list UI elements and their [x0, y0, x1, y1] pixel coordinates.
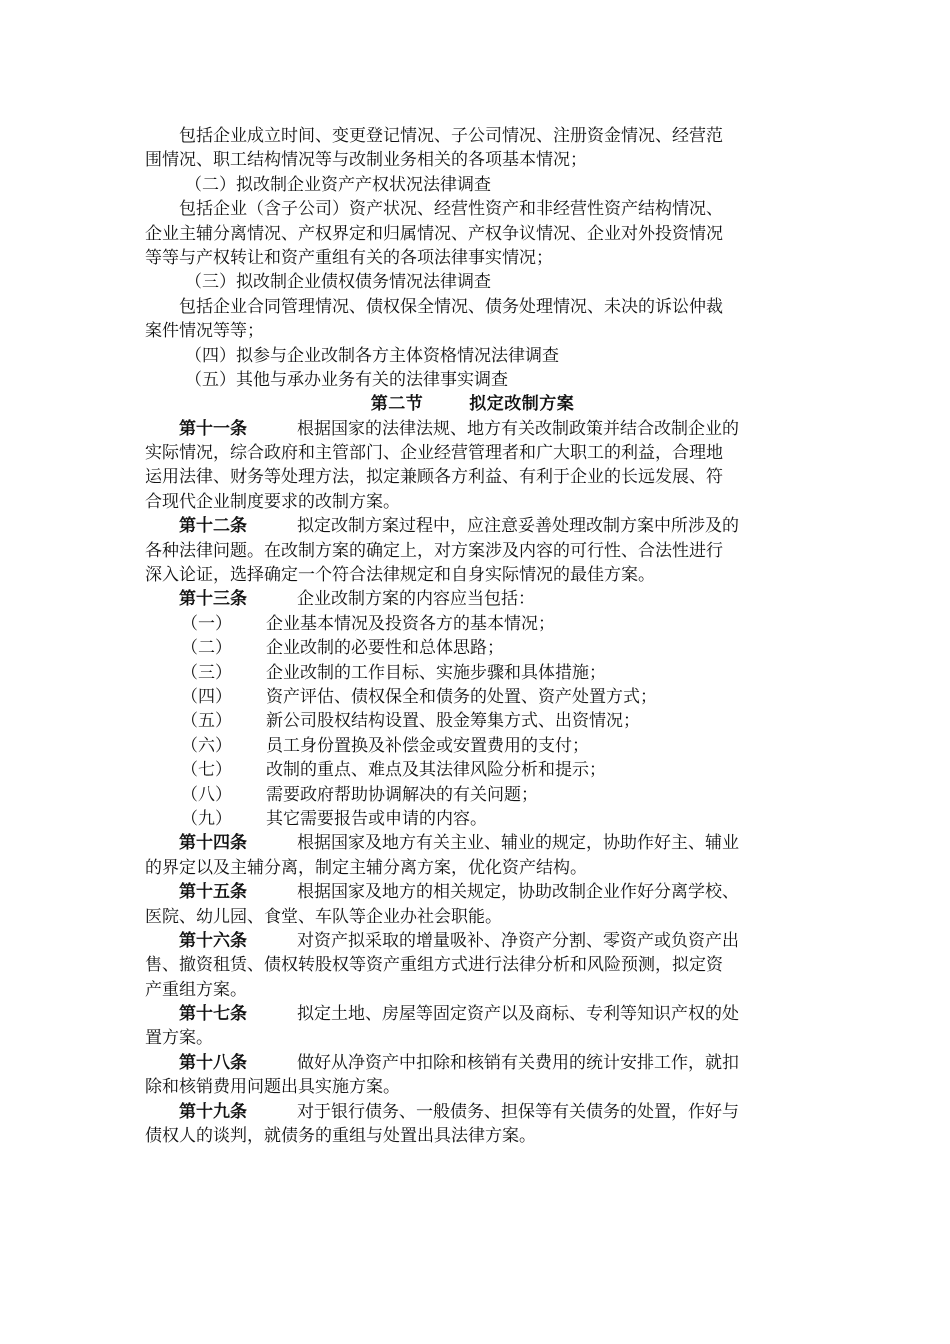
list-item: [145, 612, 800, 636]
paragraph-line: 各种法律问题。在改制方案的确定上，对方案涉及内容的可行性、合法性进行: [145, 540, 723, 561]
paragraph-line: 产重组方案。: [145, 979, 247, 1000]
article-label: 第十二条: [179, 516, 247, 537]
list-item-number: （八）: [181, 784, 232, 805]
list-item-number: （四）: [181, 686, 232, 707]
article-line: [145, 1100, 800, 1124]
list-item-number: （二）: [181, 638, 232, 659]
article-label: 第十五条: [179, 882, 247, 903]
list-item-text: 新公司股权结构设置、股金筹集方式、出资情况；: [266, 711, 640, 732]
list-item-text: 其它需要报告或申请的内容。: [266, 808, 487, 829]
article-text: 根据国家及地方的相关规定，协助改制企业作好分离学校、: [297, 882, 739, 903]
paragraph-line: 除和核销费用问题出具实施方案。: [145, 1077, 400, 1098]
list-item-number: （七）: [181, 760, 232, 781]
paragraph-line: 案件情况等等；: [145, 321, 264, 342]
list-item: [145, 734, 800, 758]
article-label: 第十六条: [179, 930, 247, 951]
list-item-text: 企业基本情况及投资各方的基本情况；: [266, 613, 555, 634]
article-line: [145, 417, 800, 441]
article-label: 第十三条: [179, 589, 247, 610]
subsection-heading: （三）拟改制企业债权债务情况法律调查: [185, 272, 491, 293]
subsection-heading: （五）其他与承办业务有关的法律事实调查: [185, 369, 508, 390]
paragraph-line: 医院、幼儿园、食堂、车队等企业办社会职能。: [145, 906, 502, 927]
paragraph-line: 售、撤资租赁、债权转股权等资产重组方式进行法律分析和风险预测，拟定资: [145, 955, 723, 976]
subsection-heading: （二）拟改制企业资产产权状况法律调查: [185, 174, 491, 195]
list-item: [145, 709, 800, 733]
paragraph-line: 深入论证，选择确定一个符合法律规定和自身实际情况的最佳方案。: [145, 565, 655, 586]
paragraph-line: 的界定以及主辅分离，制定主辅分离方案，优化资产结构。: [145, 857, 587, 878]
article-line: [145, 587, 800, 611]
article-text: 拟定改制方案过程中，应注意妥善处理改制方案中所涉及的: [297, 516, 739, 537]
paragraph-line: 包括企业合同管理情况、债权保全情况、债务处理情况、未决的诉讼仲裁: [179, 296, 723, 317]
list-item-number: （三）: [181, 662, 232, 683]
article-line: [145, 831, 800, 855]
article-label: 第十九条: [179, 1101, 247, 1122]
article-label: 第十四条: [179, 833, 247, 854]
paragraph-line: 置方案。: [145, 1028, 213, 1049]
article-text: 根据国家及地方有关主业、辅业的规定，协助作好主、辅业: [297, 833, 739, 854]
article-text: 做好从净资产中扣除和核销有关费用的统计安排工作，就扣: [297, 1052, 739, 1073]
list-item-text: 员工身份置换及补偿金或安置费用的支付；: [266, 735, 589, 756]
list-item-text: 资产评估、债权保全和债务的处置、资产处置方式；: [266, 686, 657, 707]
list-item: [145, 783, 800, 807]
article-text: 对资产拟采取的增量吸补、净资产分割、零资产或负资产出: [297, 930, 739, 951]
section-heading: [145, 392, 800, 416]
article-text: 拟定土地、房屋等固定资产以及商标、专利等知识产权的处: [297, 1004, 739, 1025]
paragraph-line: 实际情况，综合政府和主管部门、企业经营管理者和广大职工的利益，合理地: [145, 443, 723, 464]
subsection-heading: （四）拟参与企业改制各方主体资格情况法律调查: [185, 345, 559, 366]
article-text: 企业改制方案的内容应当包括：: [297, 589, 535, 610]
paragraph-line: 包括企业成立时间、变更登记情况、子公司情况、注册资金情况、经营范: [179, 126, 723, 146]
list-item: [145, 661, 800, 685]
article-label: 第十七条: [179, 1004, 247, 1025]
article-text: 对于银行债务、一般债务、担保等有关债务的处置，作好与: [297, 1101, 739, 1122]
paragraph-line: 运用法律、财务等处理方法，拟定兼顾各方利益、有利于企业的长远发展、符: [145, 467, 723, 488]
article-line: [145, 514, 800, 538]
list-item-number: （九）: [181, 808, 232, 829]
list-item-number: （六）: [181, 735, 232, 756]
list-item: [145, 636, 800, 660]
article-line: [145, 1002, 800, 1026]
article-text: 根据国家的法律法规、地方有关改制政策并结合改制企业的: [297, 418, 739, 439]
section-number: 第二节: [370, 394, 424, 415]
article-line: [145, 1051, 800, 1075]
list-item-number: （一）: [181, 613, 232, 634]
paragraph-line: 等等与产权转让和资产重组有关的各项法律事实情况；: [145, 247, 553, 268]
list-item: [145, 758, 800, 782]
article-line: [145, 880, 800, 904]
list-item-text: 需要政府帮助协调解决的有关问题；: [266, 784, 538, 805]
paragraph-line: 企业主辅分离情况、产权界定和归属情况、产权争议情况、企业对外投资情况: [145, 223, 723, 244]
list-item: [145, 807, 800, 831]
list-item-text: 企业改制的必要性和总体思路；: [266, 638, 504, 659]
article-label: 第十八条: [179, 1052, 247, 1073]
list-item-text: 改制的重点、难点及其法律风险分析和提示；: [266, 760, 606, 781]
paragraph-line: 债权人的谈判，就债务的重组与处置出具法律方案。: [145, 1126, 536, 1147]
list-item-number: （五）: [181, 711, 232, 732]
list-item: [145, 685, 800, 709]
document-page: [145, 124, 800, 1148]
paragraph-line: 围情况、职工结构情况等与改制业务相关的各项基本情况；: [145, 150, 587, 171]
article-line: [145, 929, 800, 953]
list-item-text: 企业改制的工作目标、实施步骤和具体措施；: [266, 662, 606, 683]
section-title: 拟定改制方案: [469, 394, 575, 415]
paragraph-line: 包括企业（含子公司）资产状况、经营性资产和非经营性资产结构情况、: [179, 199, 723, 220]
paragraph-line: 合现代企业制度要求的改制方案。: [145, 491, 400, 512]
article-label: 第十一条: [179, 418, 247, 439]
